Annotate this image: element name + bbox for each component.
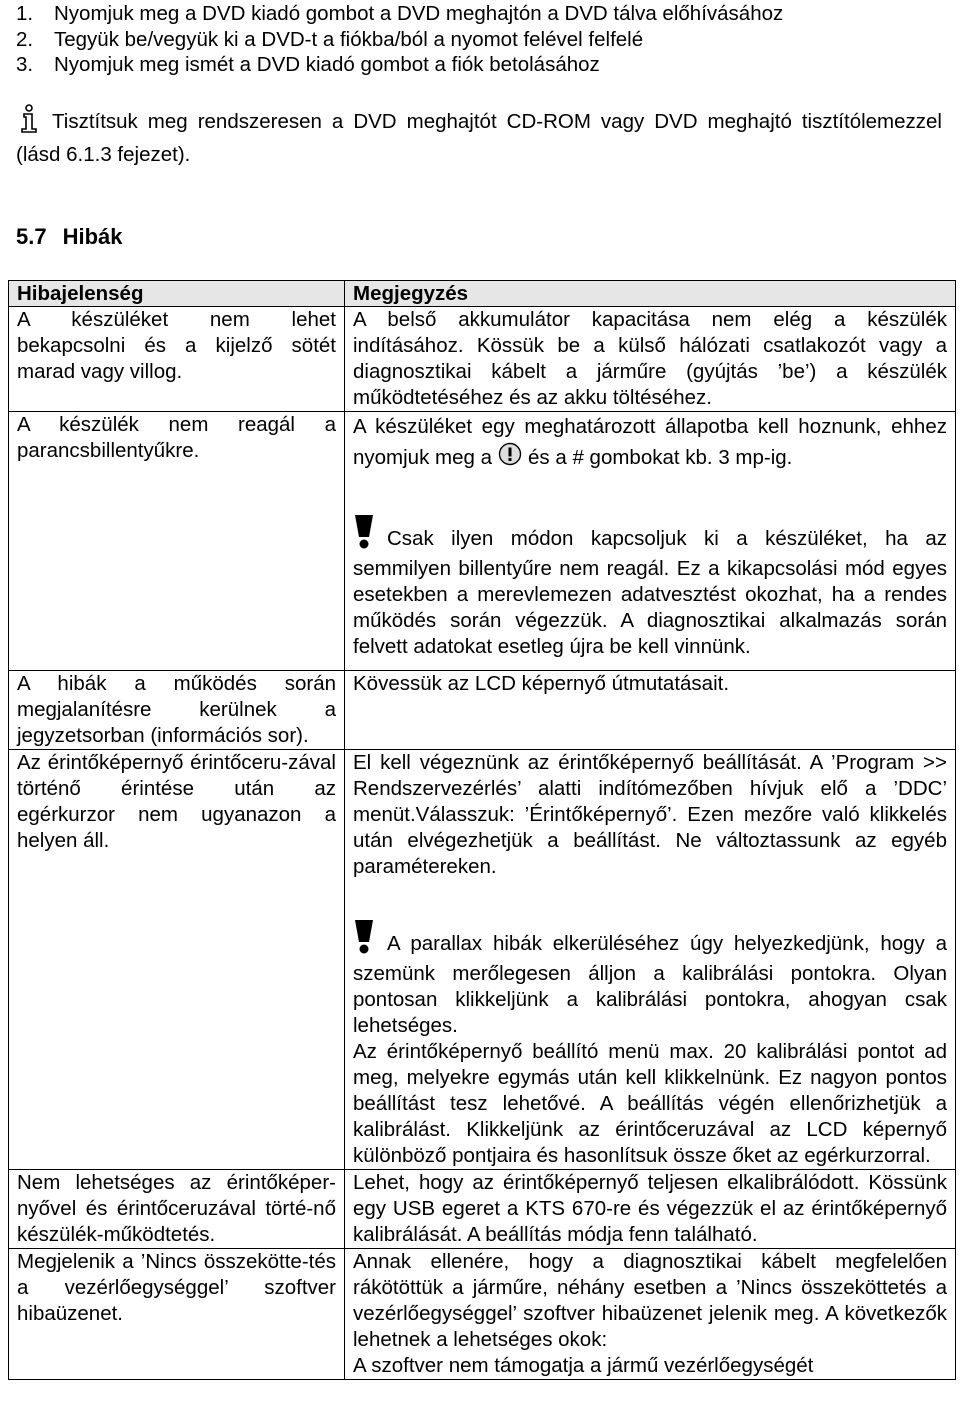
note-text: Az érintőképernyő beállító menü max. 20 kalibrálási pontot ad meg, melyekre egymás után kell klikkelnünk. Ez nagyon pontos beállítást tesz lehetővé. A beállítás végén ellenőrizhetjük a kalibrálást. Klikkeljünk az érintőceruzával az LCD képernyő különböző pontjaira és hasonlítsuk össze őket az egérkurzorral. bbox=[353, 1040, 947, 1167]
note-cell bbox=[345, 1249, 956, 1380]
step-text: Nyomjuk meg ismét a DVD kiadó gombot a fiók betolásához bbox=[54, 53, 600, 76]
section-number: 5.7 bbox=[16, 224, 47, 249]
symptom-cell: A készülék nem reagál a parancsbillentyűkre. bbox=[9, 412, 345, 671]
step-number: 2. bbox=[16, 27, 34, 51]
step-number: 3. bbox=[16, 53, 34, 76]
info-button-icon bbox=[498, 442, 522, 475]
note-cell bbox=[345, 412, 956, 671]
step-item bbox=[16, 1, 946, 27]
symptom-cell: Megjelenik a ’Nincs összekötte-tés a vezérlőegységgel’ szoftver hibaüzenet. bbox=[9, 1249, 345, 1380]
step-text: Nyomjuk meg a DVD kiadó gombot a DVD meghajtón a DVD tálva előhívásához bbox=[54, 2, 784, 25]
step-text: Tegyük be/vegyük ki a DVD-t a fiókba/ból a nyomot felével felfelé bbox=[54, 27, 644, 51]
note-text: Annak ellenére, hogy a diagnosztikai kábelt megfelelően rákötöttük a járműre, néhány esetben a ’Nincs összeköttetés a vezérlőegységgel’ szoftver hibaüzenet jelenik meg. A következők lehetnek a lehetséges okok: bbox=[353, 1250, 947, 1351]
section-title: Hibák bbox=[62, 224, 123, 249]
table-row bbox=[9, 412, 956, 671]
note-text: A készüléket egy meghatározott állapotba kell hoznunk, ehhez nyomjuk meg a bbox=[353, 415, 947, 469]
table-row bbox=[9, 671, 956, 750]
warning-icon bbox=[353, 918, 375, 961]
table-header-row bbox=[9, 281, 956, 307]
warning-icon bbox=[353, 513, 375, 556]
note-cell: Lehet, hogy az érintőképernyő teljesen elkalibrálódott. Kössünk egy USB egeret a KTS 670-re és végezzük el az érintőképernyő kalibrálását. A beállítás módja fenn található. bbox=[345, 1170, 956, 1249]
warning-text: Csak ilyen módon kapcsoljuk ki a készüléket, ha az semmilyen billentyűre nem reagál. Ez a kikapcsolási mód egyes esetekben a merevlemezen adatvesztést okozhat, ha a rendes működés során végezzük. A diagnosztikai alkalmazás során felvett adatokat esetleg újra be kell vinnünk. bbox=[353, 527, 947, 658]
dvd-steps-list bbox=[16, 1, 946, 78]
section-heading bbox=[16, 222, 123, 252]
note-text: El kell végeznünk az érintőképernyő beállítását. A ’Program >> Rendszervezérlés’ alatti indítómezőben hívjuk elő a ’DDC’ menüt.Válasszuk: ’Érintőképernyő’. Ezen mezőre való klikkelés után elvégezhetjük a beállítást. Ne változtassunk az egyéb paramétereken. bbox=[353, 751, 947, 878]
table-row bbox=[9, 750, 956, 1170]
symptom-cell: Az érintőképernyő érintőceru-zával történő érintése után az egérkurzor nem ugyanazon a helyen áll. bbox=[9, 750, 345, 1170]
table-row bbox=[9, 1170, 956, 1249]
symptom-cell: Nem lehetséges az érintőképer-nyővel és érintőceruzával törté-nő készülék-működtetés. bbox=[9, 1170, 345, 1249]
symptom-cell: A hibák a működés során megjalanítésre kerülnek a jegyzetsorban (információs sor). bbox=[9, 671, 345, 750]
step-item bbox=[16, 52, 946, 78]
note-header: Megjegyzés bbox=[345, 281, 956, 307]
step-item bbox=[16, 27, 946, 53]
cause-text: A szoftver nem támogatja a jármű vezérlőegységét bbox=[353, 1354, 814, 1377]
tip-text: Tisztítsuk meg rendszeresen a DVD meghajtót CD-ROM vagy DVD meghajtó tisztítólemezzel (lásd 6.1.3 fejezet). bbox=[16, 110, 942, 166]
symptom-cell: A készüléket nem lehet bekapcsolni és a kijelző sötét marad vagy villog. bbox=[9, 307, 345, 412]
fault-table bbox=[8, 280, 956, 1380]
note-cell: Kövessük az LCD képernyő útmutatásait. bbox=[345, 671, 956, 750]
cleaning-tip bbox=[16, 104, 942, 168]
note-cell bbox=[345, 750, 956, 1170]
note-text: és a # gombokat kb. 3 mp-ig. bbox=[528, 446, 793, 469]
step-number: 1. bbox=[16, 2, 34, 25]
table-row bbox=[9, 1249, 956, 1380]
table-row bbox=[9, 307, 956, 412]
symptom-header: Hibajelenség bbox=[9, 281, 345, 307]
info-tip-icon bbox=[16, 104, 42, 141]
note-cell: A belső akkumulátor kapacitása nem elég a készülék indításához. Kössük be a külső hálózati csatlakozót vagy a diagnosztikai kábelt a járműre (gyújtás ’be’) a készülék működtetéséhez és az akku töltéséhez. bbox=[345, 307, 956, 412]
warning-text: A parallax hibák elkerüléséhez úgy helyezkedjünk, hogy a szemünk merőlegesen álljon a kalibrálási pontokra. Olyan pontosan klikkeljünk a kalibrálási pontokra, ahogyan csak lehetséges. bbox=[353, 932, 947, 1037]
